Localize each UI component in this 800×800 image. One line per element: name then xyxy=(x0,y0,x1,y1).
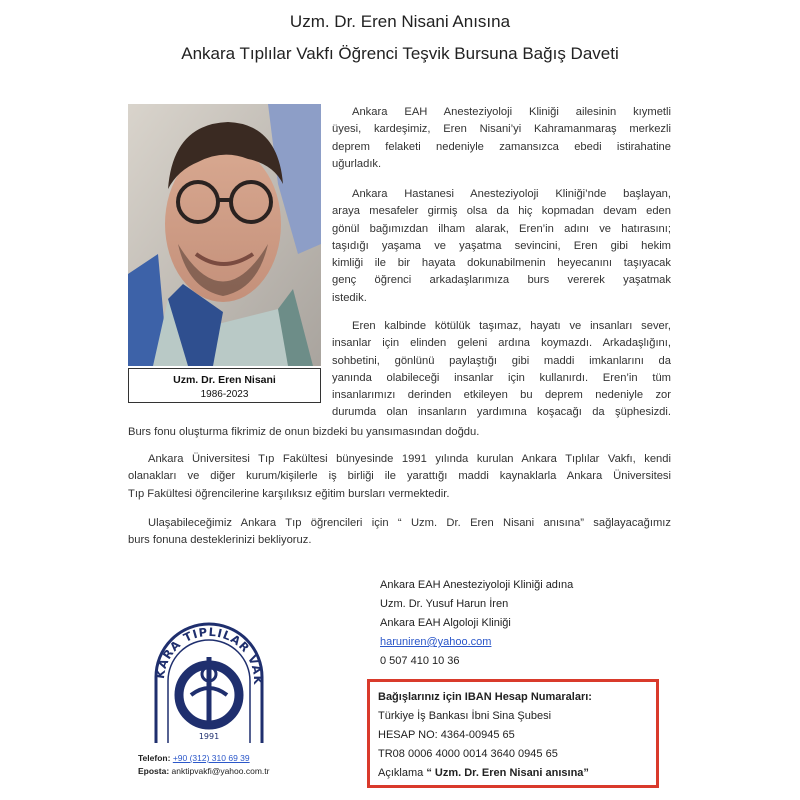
paragraph-line: araya mesafeler girmiş olsa da hiç kopmadan devam eden xyxy=(332,205,671,218)
paragraph-line: yanında olabileceği insanlar için kullanırdı. Eren’in tüm xyxy=(332,371,671,384)
paragraph-line: Ankara Üniversitesi Tıp Fakültesi bünyesinde 1991 yılında kurulan Ankara Tıplılar Vakfı, kendi xyxy=(148,453,671,465)
paragraph-line: uğurladık. xyxy=(332,157,382,170)
caption-name: Uzm. Dr. Eren Nisani xyxy=(173,374,276,386)
paragraph-line: sohbetini, gönlünü paylaştığı gibi maddi imkanlarını da xyxy=(332,354,671,367)
paragraph-5 xyxy=(128,515,671,550)
logo-ring-text: KARA TIPLILAR VAK xyxy=(152,624,266,686)
paragraph-line: Burs fonu oluşturma fikrimiz de onun bizdeki bu yansımasından doğdu. xyxy=(128,426,480,438)
logo-year: 1991 xyxy=(198,732,220,741)
paragraph-line: kimliği ile bir hayata dokunabilmenin heyecanını taşıyacak xyxy=(332,257,671,270)
signature-phone: 0 507 410 10 36 xyxy=(380,655,460,667)
iban-description-label: Açıklama xyxy=(378,767,424,779)
paragraph-line: Eren kalbinde kötülük taşımaz, hayatı ve insanları sever, xyxy=(352,320,671,332)
portrait-photo-icon xyxy=(128,104,321,366)
paragraph-line: Ankara Hastanesi Anesteziyoloji Kliniği’nde başlayan, xyxy=(352,188,671,200)
contact-phone-row xyxy=(138,752,269,765)
paragraph-line: gönül bağımızdan ilham alarak, Eren’in adını ve hatırasını; xyxy=(332,222,671,235)
contact-email-label: Eposta: xyxy=(138,766,170,776)
paragraph-2 xyxy=(332,186,671,307)
document-subtitle: Ankara Tıplılar Vakfı Öğrenci Teşvik Bursuna Bağış Daveti xyxy=(181,44,619,63)
iban-account: HESAP NO: 4364-00945 65 xyxy=(378,729,515,741)
paragraph-line: Ankara EAH Anesteziyoloji Kliniği ailesinin kıymetli xyxy=(352,106,671,118)
signature-email-link[interactable]: haruniren@yahoo.com xyxy=(380,636,492,648)
signature-line: Ankara EAH Anesteziyoloji Kliniği adına xyxy=(380,579,574,591)
signature-name: Uzm. Dr. Yusuf Harun İren xyxy=(380,598,509,610)
paragraph-line: insanlar için elinden geleni ardına koymazdı. Arkadaşlığını, xyxy=(332,337,671,350)
paragraph-line: üyesi, kardeşimiz, Eren Nisani’yi Kahramanmaraş merkezli xyxy=(332,123,671,136)
caption-years: 1986-2023 xyxy=(200,389,249,400)
iban-box xyxy=(367,679,659,788)
paragraph-line: istedik. xyxy=(332,291,367,304)
foundation-contact xyxy=(138,752,269,778)
contact-email-value: anktipvakfi@yahoo.com.tr xyxy=(171,766,270,776)
paragraph-line: durumda olan insanların yardımına koşacağı da şüphesizdi. xyxy=(332,406,671,419)
paragraph-3 xyxy=(332,318,671,422)
signature-clinic: Ankara EAH Algoloji Kliniği xyxy=(380,617,511,629)
photo-caption xyxy=(128,368,321,403)
paragraph-line: genç öğrenci arkadaşlarımıza burs vererek yaşatmak xyxy=(332,274,671,287)
portrait-photo xyxy=(128,104,321,366)
contact-phone-link[interactable]: +90 (312) 310 69 39 xyxy=(172,753,250,763)
contact-phone-label: Telefon: xyxy=(138,753,171,763)
iban-heading: Bağışlarınız için IBAN Hesap Numaraları: xyxy=(378,691,592,703)
paragraph-line: taşıdığı yaşama ve yaşatma sevincini, Eren gibi hekim xyxy=(332,239,671,252)
contact-email-row xyxy=(138,765,269,778)
foundation-logo xyxy=(148,617,270,745)
paragraph-line: olanakları ve diğer kurum/kişilerle iş birliği ile yarattığı maddi kaynaklarla Ankara Üniversitesi xyxy=(128,470,671,483)
iban-number: TR08 0006 4000 0014 3640 0945 65 xyxy=(378,748,558,760)
document-title: Uzm. Dr. Eren Nisani Anısına xyxy=(289,12,511,31)
paragraph-4 xyxy=(128,451,671,503)
paragraph-1 xyxy=(332,104,671,173)
paragraph-3-end xyxy=(128,424,671,441)
ankara-tiplilar-vakfi-logo-icon xyxy=(148,617,270,745)
paragraph-line: Ulaşabileceğimiz Ankara Tıp öğrencileri için “ Uzm. Dr. Eren Nisani anısına” sağlayacağımız xyxy=(148,517,671,529)
paragraph-line: Tıp Fakültesi öğrencilerine karşılıksız eğitim bursları vermektedir. xyxy=(128,487,450,500)
paragraph-line: burs fonuna desteklerinizi bekliyoruz. xyxy=(128,534,312,547)
paragraph-line: insanlarımızı derinden etkileyen bu deprem nedeniyle zor xyxy=(332,389,671,402)
paragraph-line: deprem felaketi nedeniyle zamansızca ebedi istirahatine xyxy=(332,140,671,153)
iban-bank: Türkiye İş Bankası İbni Sina Şubesi xyxy=(378,710,552,722)
signature-block xyxy=(380,576,573,671)
iban-description-value: “ Uzm. Dr. Eren Nisani anısına” xyxy=(426,767,589,779)
iban-description xyxy=(378,764,656,783)
